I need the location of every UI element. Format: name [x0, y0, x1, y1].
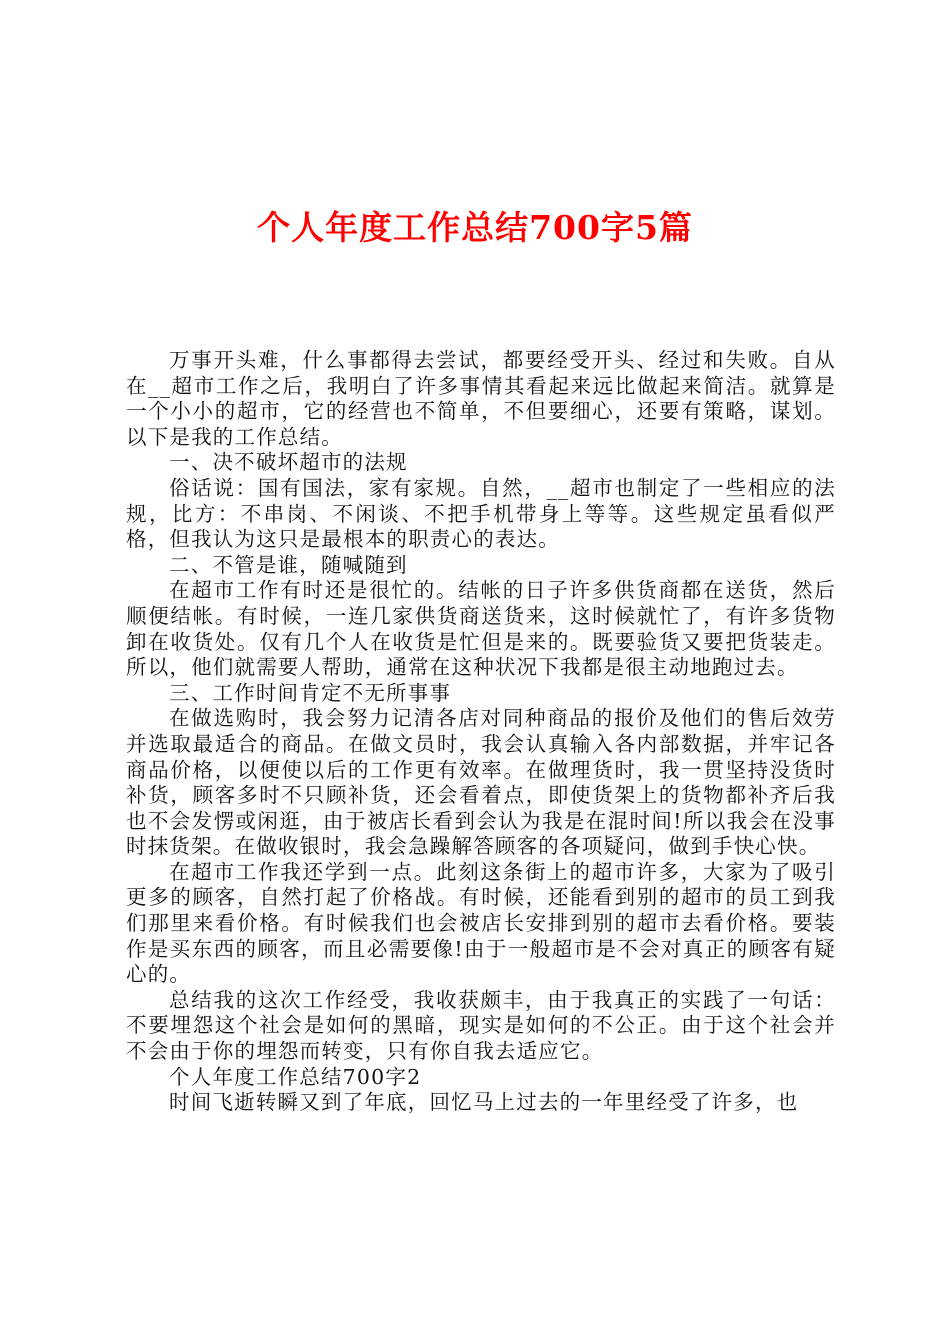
conclusion-paragraph: 总结我的这次工作经受，我收获颇丰，由于我真正的实践了一句话：不要埋怨这个社会是如何的黑暗，现实是如何的不公正。由于这个社会并不会由于你的埋怨而转变，只有你自我去适应它。	[126, 987, 836, 1064]
section-heading-1: 一、决不破坏超市的法规	[169, 450, 408, 475]
document-body	[126, 348, 836, 1116]
intro-paragraph: 万事开头难，什么事都得去尝试，都要经受开头、经过和失败。自从在__超市工作之后，我明白了许多事情其看起来远比做起来简洁。就算是一个小小的超市，它的经营也不简单，不但要细心，还要有策略，谋划。以下是我的工作总结。	[126, 348, 836, 449]
article-2-heading: 个人年度工作总结700字2	[169, 1064, 422, 1089]
body-paragraph: 在超市工作我还学到一点。此刻这条街上的超市许多，大家为了吸引更多的顾客，自然打起了价格战。有时候，还能看到别的超市的员工到我们那里来看价格。有时候我们也会被店长安排到别的超市去看价格。要装作是买东西的顾客，而且必需要像!由于一般超市是不会对真正的顾客有疑心的。	[126, 859, 836, 987]
body-paragraph: 在做选购时，我会努力记清各店对同种商品的报价及他们的售后效劳并选取最适合的商品。在做文员时，我会认真输入各内部数据，并牢记各商品价格，以便使以后的工作更有效率。在做理货时，我一贯坚持没货时补货，顾客多时不只顾补货，还会看着点，即使货架上的货物都补齐后我也不会发愣或闲逛，由于被店长看到会认为我是在混时间!所以我会在没事时抹货架。在做收银时，我会急躁解答顾客的各项疑问，做到手快心快。	[126, 706, 836, 859]
section-heading-2: 二、不管是谁，随喊随到	[169, 552, 408, 577]
document-title: 个人年度工作总结700字5篇	[257, 208, 693, 247]
body-paragraph: 在超市工作有时还是很忙的。结帐的日子许多供货商都在送货，然后顺便结帐。有时候，一连几家供货商送货来，这时候就忙了，有许多货物卸在收货处。仅有几个人在收货是忙但是来的。既要验货又要把货装走。所以，他们就需要人帮助，通常在这种状况下我都是很主动地跑过去。	[126, 578, 836, 680]
body-paragraph: 时间飞逝转瞬又到了年底，回忆马上过去的一年里经受了许多，也	[169, 1090, 799, 1115]
body-paragraph: 俗话说：国有国法，家有家规。自然，__超市也制定了一些相应的法规，比方：不串岗、不闲谈、不把手机带身上等等。这些规定虽看似严格，但我认为这只是最根本的职责心的表达。	[126, 475, 836, 552]
section-heading-3: 三、工作时间肯定不无所事事	[169, 680, 452, 705]
